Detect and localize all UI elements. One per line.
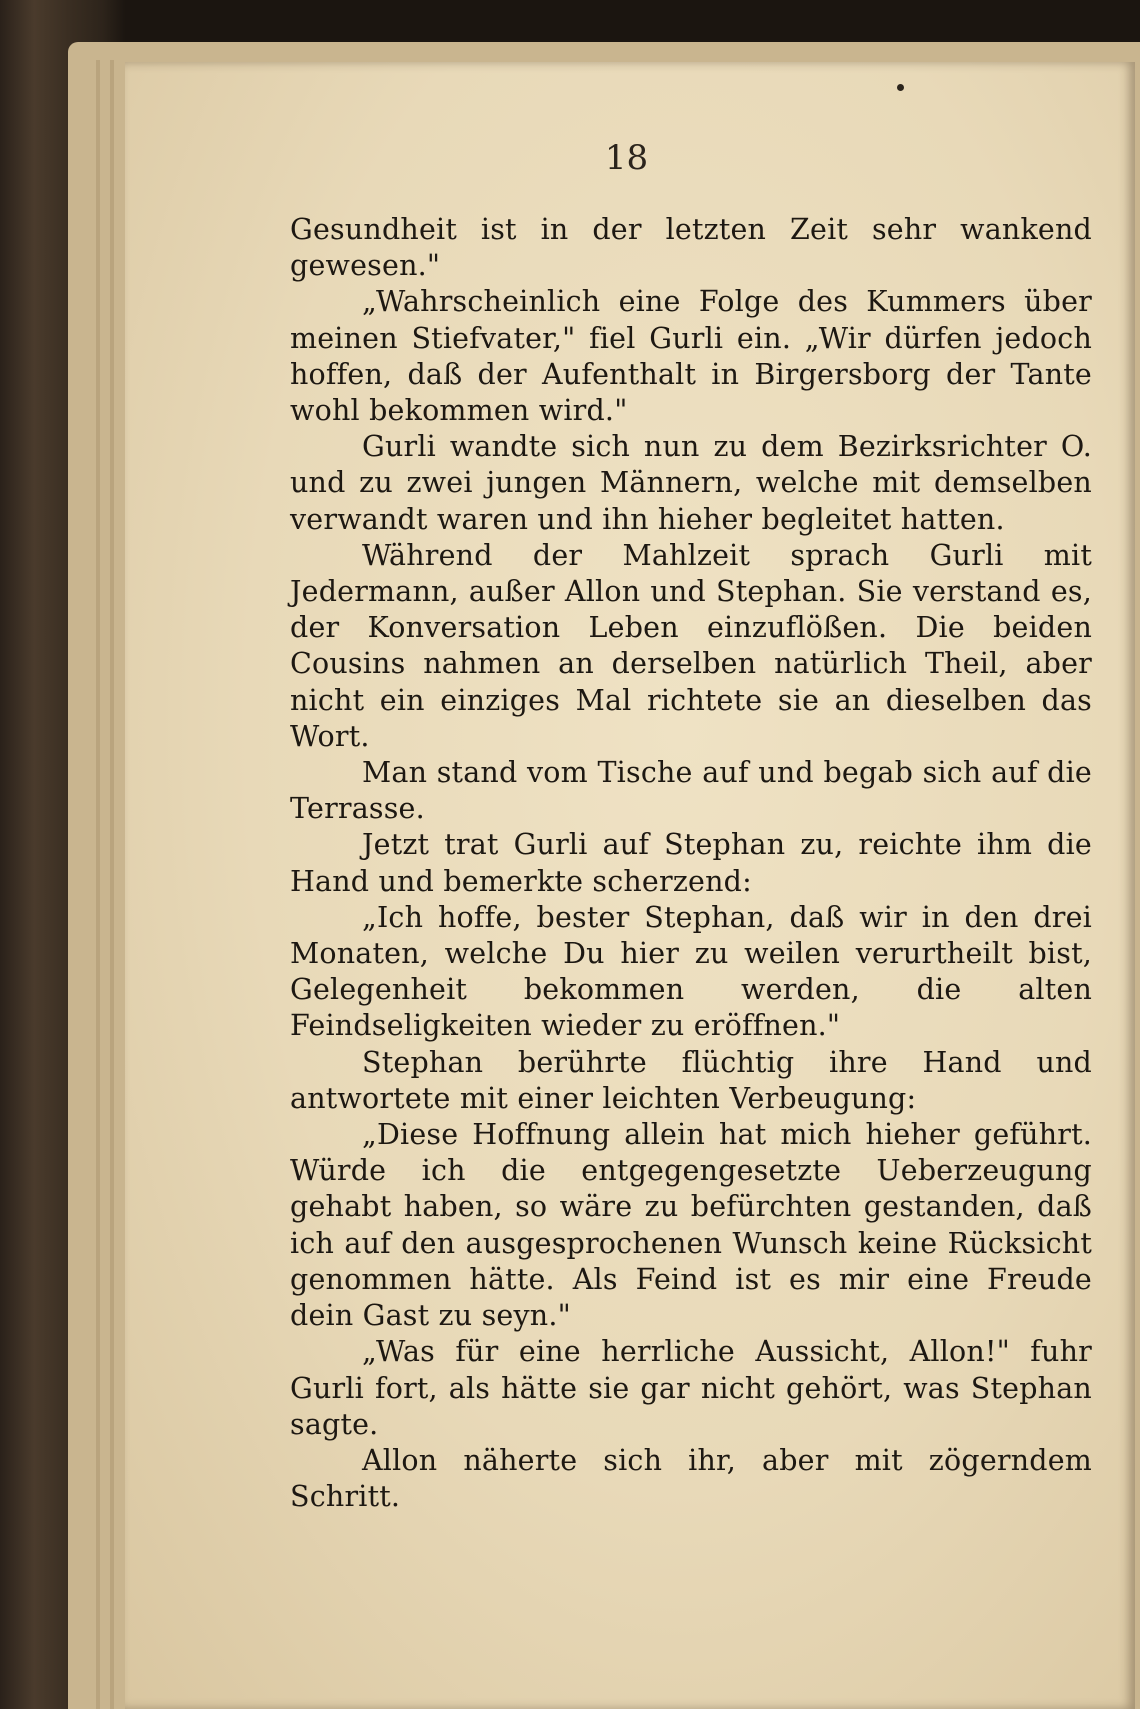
paragraph: Man stand vom Tische auf und begab sich auf die Terrasse. <box>290 756 1092 826</box>
body-text <box>290 212 1092 1515</box>
paragraph: Gesundheit ist in der letzten Zeit sehr wankend gewesen." <box>290 213 1092 283</box>
page-edge <box>96 60 100 1709</box>
paragraph: Jetzt trat Gurli auf Stephan zu, reichte ihm die Hand und bemerkte scherzend: <box>290 828 1092 898</box>
paragraph: Gurli wandte sich nun zu dem Bezirksrichter O. und zu zwei jungen Männern, welche mit demselben verwandt waren und ihn hieher begleitet hatten. <box>290 430 1092 536</box>
paragraph: Während der Mahlzeit sprach Gurli mit Jedermann, außer Allon und Stephan. Sie verstand es, der Konversation Leben einzuflößen. Die beiden Cousins nahmen an derselben natürlich Theil, aber nicht ein einziges Mal richtete sie an dieselben das Wort. <box>290 538 1092 753</box>
page-number: 18 <box>604 138 649 178</box>
ink-dot <box>897 84 904 91</box>
paragraph: „Was für eine herrliche Aussicht, Allon!" fuhr Gurli fort, als hätte sie gar nicht gehört, was Stephan sagte. <box>290 1335 1092 1441</box>
paragraph: „Diese Hoffnung allein hat mich hieher geführt. Würde ich die entgegengesetzte Ueberzeugung gehabt haben, so wäre zu befürchten gestanden, daß ich auf den ausgesprochenen Wunsch keine Rücksicht genommen hätte. Als Feind ist es mir eine Freude dein Gast zu seyn." <box>290 1118 1092 1333</box>
paragraph: Allon näherte sich ihr, aber mit zögerndem Schritt. <box>290 1443 1092 1514</box>
page-edge <box>110 60 114 1709</box>
paragraph: Stephan berührte flüchtig ihre Hand und antwortete mit einer leichten Verbeugung: <box>290 1045 1092 1115</box>
paragraph: „Ich hoffe, bester Stephan, daß wir in den drei Monaten, welche Du hier zu weilen verurtheilt bist, Gelegenheit bekommen werden, die alten Feindseligkeiten wieder zu eröffnen." <box>290 900 1092 1043</box>
paragraph: „Wahrscheinlich eine Folge des Kummers über meinen Stiefvater," fiel Gurli ein. „Wir dürfen jedoch hoffen, daß der Aufenthalt in Birgersborg der Tante wohl bekommen wird." <box>290 285 1092 428</box>
